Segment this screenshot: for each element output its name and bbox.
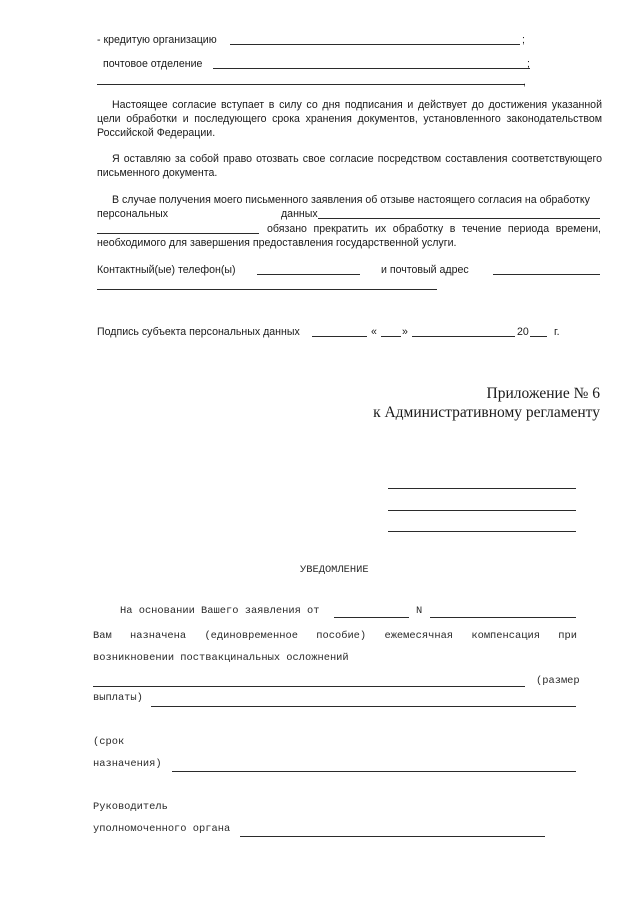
signature-quote-close: »	[402, 326, 408, 338]
signature-label: Подпись субъекта персональных данных	[97, 326, 300, 338]
head-label-2: уполномоченного органа	[93, 823, 231, 835]
postal-address-field[interactable]	[493, 274, 600, 275]
notice-basis-text: На основании Вашего заявления от	[120, 605, 320, 617]
credit-org-field[interactable]	[230, 44, 520, 45]
signature-year-suffix: г.	[554, 326, 560, 338]
signature-year-field[interactable]	[530, 336, 547, 337]
number-sign: N	[416, 605, 423, 617]
data-label: данных	[281, 208, 318, 220]
signature-quote-open: «	[371, 326, 377, 338]
amount-label-2: выплаты)	[93, 692, 143, 704]
signature-field[interactable]	[312, 336, 367, 337]
obliged-text: обязано прекратить их обработку в течение периода времени,	[267, 223, 601, 235]
operator-name-field[interactable]	[318, 218, 600, 219]
post-office-label: почтовое отделение	[103, 58, 203, 70]
signature-month-field[interactable]	[412, 336, 515, 337]
appendix-regulation: к Административному регламенту	[373, 404, 600, 421]
appendix-number: Приложение № 6	[486, 385, 600, 402]
term-field[interactable]	[172, 771, 576, 772]
assigned-word: компенсация	[471, 630, 540, 642]
contact-phone-label: Контактный(ые) телефон(ы)	[97, 264, 236, 276]
paragraph-revoke-right: Я оставляю за собой право отозвать свое согласие посредством составления соответствующего письменного документа.	[97, 153, 602, 179]
amount-field[interactable]	[151, 706, 576, 707]
application-number-field[interactable]	[430, 617, 576, 618]
head-label-1: Руководитель	[93, 801, 168, 813]
term-label-2: назначения)	[93, 758, 162, 770]
postal-address-label: и почтовый адрес	[381, 264, 469, 276]
assigned-word: (единовременное	[204, 630, 298, 642]
credit-org-end: ;	[522, 34, 525, 46]
application-date-field[interactable]	[334, 617, 409, 618]
notice-title: УВЕДОМЛЕНИЕ	[300, 564, 369, 576]
head-signature-field[interactable]	[240, 836, 545, 837]
addressee-line-3[interactable]	[388, 531, 576, 532]
post-office-field-line2[interactable]	[97, 84, 525, 85]
paragraph-revoke-line1: В случае получения моего письменного заявления об отзыве настоящего согласия на обработку	[112, 194, 590, 206]
assigned-line-2: возникновении поствакцинальных осложнений	[93, 652, 349, 664]
post-office-field[interactable]	[213, 68, 530, 69]
post-office-end: ;	[527, 58, 530, 70]
paragraph-revoke-line4: необходимого для завершения предоставления государственной услуги.	[97, 237, 457, 249]
assigned-word: назначена	[130, 630, 187, 642]
addressee-line-2[interactable]	[388, 510, 576, 511]
operator-name-field-line2[interactable]	[97, 233, 259, 234]
contact-phone-field[interactable]	[257, 274, 360, 275]
compensation-type-field[interactable]	[93, 686, 525, 687]
assigned-word: ежемесячная	[384, 630, 454, 642]
addressee-line-1[interactable]	[388, 488, 576, 489]
assigned-line-1	[93, 630, 577, 642]
assigned-word: пособие)	[316, 630, 367, 642]
assigned-word: Вам	[93, 630, 112, 642]
signature-year-prefix: 20	[517, 326, 529, 338]
assigned-word: при	[558, 630, 577, 642]
term-label-1: (срок	[93, 736, 125, 748]
credit-org-label: - кредитую организацию	[97, 34, 217, 46]
postal-address-field-line2[interactable]	[97, 289, 437, 290]
personal-label: персональных	[97, 208, 169, 220]
paragraph-validity: Настоящее согласие вступает в силу со дня подписания и действует до достижения указанной цели обработки и последующего срока хранения документов, установленного законодательством Российской Федерации.	[97, 99, 602, 139]
amount-label-1: (размер	[536, 675, 580, 687]
signature-day-field[interactable]	[381, 336, 401, 337]
line3-end: ,	[523, 76, 526, 88]
